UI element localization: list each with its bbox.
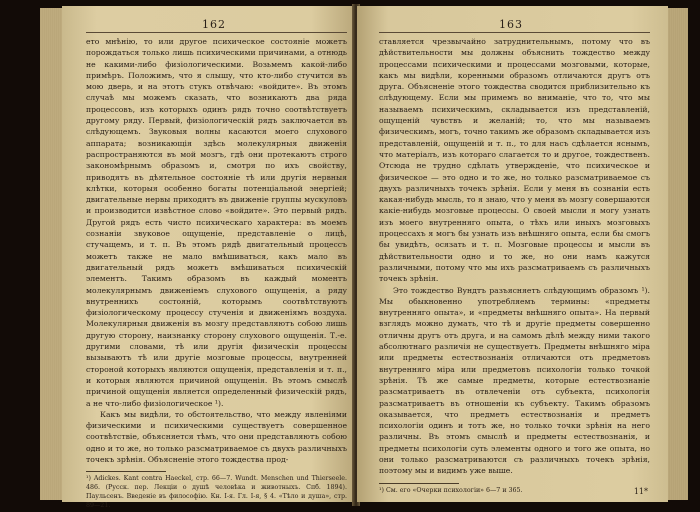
right-page-number: 163 <box>499 18 523 31</box>
left-paragraph: Какъ мы видѣли, то обстоятельство, что между явленіями физическими и психическими существуетъ совершенное соотвѣтствіе, объясняется тѣмъ, что они представляютъ собою одно и то же, но только разсматриваемое съ двухъ различныхъ точекъ зрѣнія. Объясненіе этого тождества прод- <box>86 409 347 464</box>
right-page-edges <box>668 8 688 500</box>
right-header-rule <box>379 32 650 33</box>
left-page-body <box>86 36 347 465</box>
left-page-edges <box>40 8 62 500</box>
left-footnote: ¹) Adickes. Kant contra Haeckel, стр. 66—7. Wundt. Menschen und Thierseele. 486. (Русск. пер. Лекціи о душѣ человѣка и животныхъ. Спб. 1894). Паульсенъ. Введеніе въ философію. Кн. I-я. Гл. I-я, § 4. «Тѣло и душа», стр. 89—21. <box>86 475 347 509</box>
left-paragraph: ето мнѣнію, то или другое психическое состояніе можетъ порождаться только лишь психическими причинами, а отнюдь не какими-либо физіологическими. Возьмемъ какой-либо примѣръ. Положимъ, что я слышу, что кто-либо стучится въ мою дверь, и на этотъ стукъ отвѣчаю: «войдите». Въ этомъ случаѣ мы можемъ сказать, что возникаютъ два ряда процессовъ, изъ которыхъ одинъ рядъ точно соотвѣтствуетъ другому ряду. Первый, физіологическій рядъ заключается въ слѣдующемъ. Звуковыя волны касаются моего слухового аппарата; возникающія здѣсь молекулярныя движенія распространяются въ мой мозгъ, гдѣ они протекаютъ строго закономѣрнымъ образомъ и, смотря по ихъ свойству, приводятъ въ дѣятельное состояніе тѣ или другія нервныя клѣтки, которыя особенно богаты потенціальной энергіей; двигательные нервы приходятъ въ движеніе группы мускуловъ и производится извѣстное слово «войдите». Это первый рядъ. Другой рядъ есть чисто психическаго характера: въ моемъ сознаніи звуковое ощущеніе, представленіе о лицѣ, стучащемъ, и т. п. Въ этомъ рядѣ двигательный процессъ можетъ также не мало вмѣшиваться, какъ мало въ двигательный рядъ можетъ вмѣшиваться психическій элементъ. Такимъ образомъ въ каждый моментъ молекулярнымъ движеніемъ слухового ощущенія, а ряду внутреннихъ состояній, которымъ соотвѣтствуютъ физіологическому процессу стученія и движеніямъ воздуха. Молекулярныя движенія въ мозгу представляютъ собою лишь другую сторону, наизнанку сторону слухового ощущенія. Т.-е. другими словами, тѣ или другія физическія процессы вызываютъ тѣ или другіе мозговые процессы, внутренней стороной которыхъ являются ощущенія, представленія и т. п., и которыя являются причиной ощущенія. Въ этомъ смыслѣ причиной ощущенія является определенный физическій рядъ, а не что-либо физіологическое ¹). <box>86 37 347 408</box>
left-footnote-rule <box>86 471 166 472</box>
right-footnote-rule <box>379 483 459 484</box>
left-page-number: 162 <box>202 18 226 31</box>
left-header-rule <box>86 32 347 33</box>
right-paragraph: Это тождество Вундтъ разъясняетъ слѣдующимъ образомъ ¹). Мы обыкновенно употребляемъ термины: «предметы внутренняго опыта», и «предметы внѣшняго опыта». На первый взглядъ можно думать, что тѣ и другіе предметы совершенно отличны другъ отъ друга, и на самомъ дѣлѣ между ними такого абсолютнаго различія не существуетъ. Предметы внѣшняго міра или предметы естествознанія отличаются отъ предметовъ внутренняго міра или предметовъ психологіи только точкой зрѣнія. Тѣ же самые предметы, которые естествознаніе разсматриваетъ въ отвлеченіи отъ субъекта, психологія разсматриваетъ въ отношеніи къ субъекту. Такимъ образомъ оказывается, что предметъ естествознанія и предметъ психологіи одинъ и тотъ же, но только точки зрѣнія на него различны. Въ этомъ смыслѣ и предметы естествознанія, и предметы психологіи суть элементы одного и того же опыта, но они только разсматриваются съ различныхъ точекъ зрѣнія, поэтому мы и видимъ уже выше. <box>379 285 650 476</box>
right-page <box>357 6 668 502</box>
right-footnote: ¹) См. его «Очерки психологіи» 6—7 и 365. <box>379 486 523 494</box>
right-page-body <box>379 36 650 477</box>
right-paragraph: ставляется чрезвычайно затруднительнымъ, потому что въ дѣйствительности мы должны объяснить тождество между процессами психическими и процессами мозговыми, которые, какъ мы видѣли, коренными образомъ отличаются другъ отъ друга. Объясненіе этого тождества сводится приблизительно къ слѣдующему. Если мы примемъ во вниманіе, что то, что мы называемъ психическимъ, складывается изъ представленій, ощущеній чувствъ и желаній; то, что мы называемъ физическимъ, могъ, точно такимъ же образомъ складывается изъ представленій, ощущеній и т. п., то для насъ сдѣлается яснымъ, что матеріалъ, изъ котораго слагается то и другое, тождественъ. Отсюда не трудно сдѣлать утвержденіе, что психическое и физическое — это одно и то же, но только разсматриваемое съ двухъ различныхъ точекъ зрѣнія. Если у меня въ сознаніи есть какая-нибудь мысль, то я знаю, что у меня въ мозгу совершаются какіе-нибудь мозговые процессы. О своей мысли я могу узнать изъ моего внутренняго опыта, о тѣхъ или иныхъ мозговыхъ процессахъ я могъ бы узнать изъ внѣшняго опыта, если бы смогъ бы увидѣть, осязать и т. п. Мозговые процессы и мысли въ дѣйствительности одно и то же, но они намъ кажутся различными, потому что мы ихъ разсматриваемъ съ различныхъ точекъ зрѣнія. <box>379 37 650 284</box>
printer-signature-mark: 11* <box>633 487 648 496</box>
left-page <box>62 6 355 509</box>
